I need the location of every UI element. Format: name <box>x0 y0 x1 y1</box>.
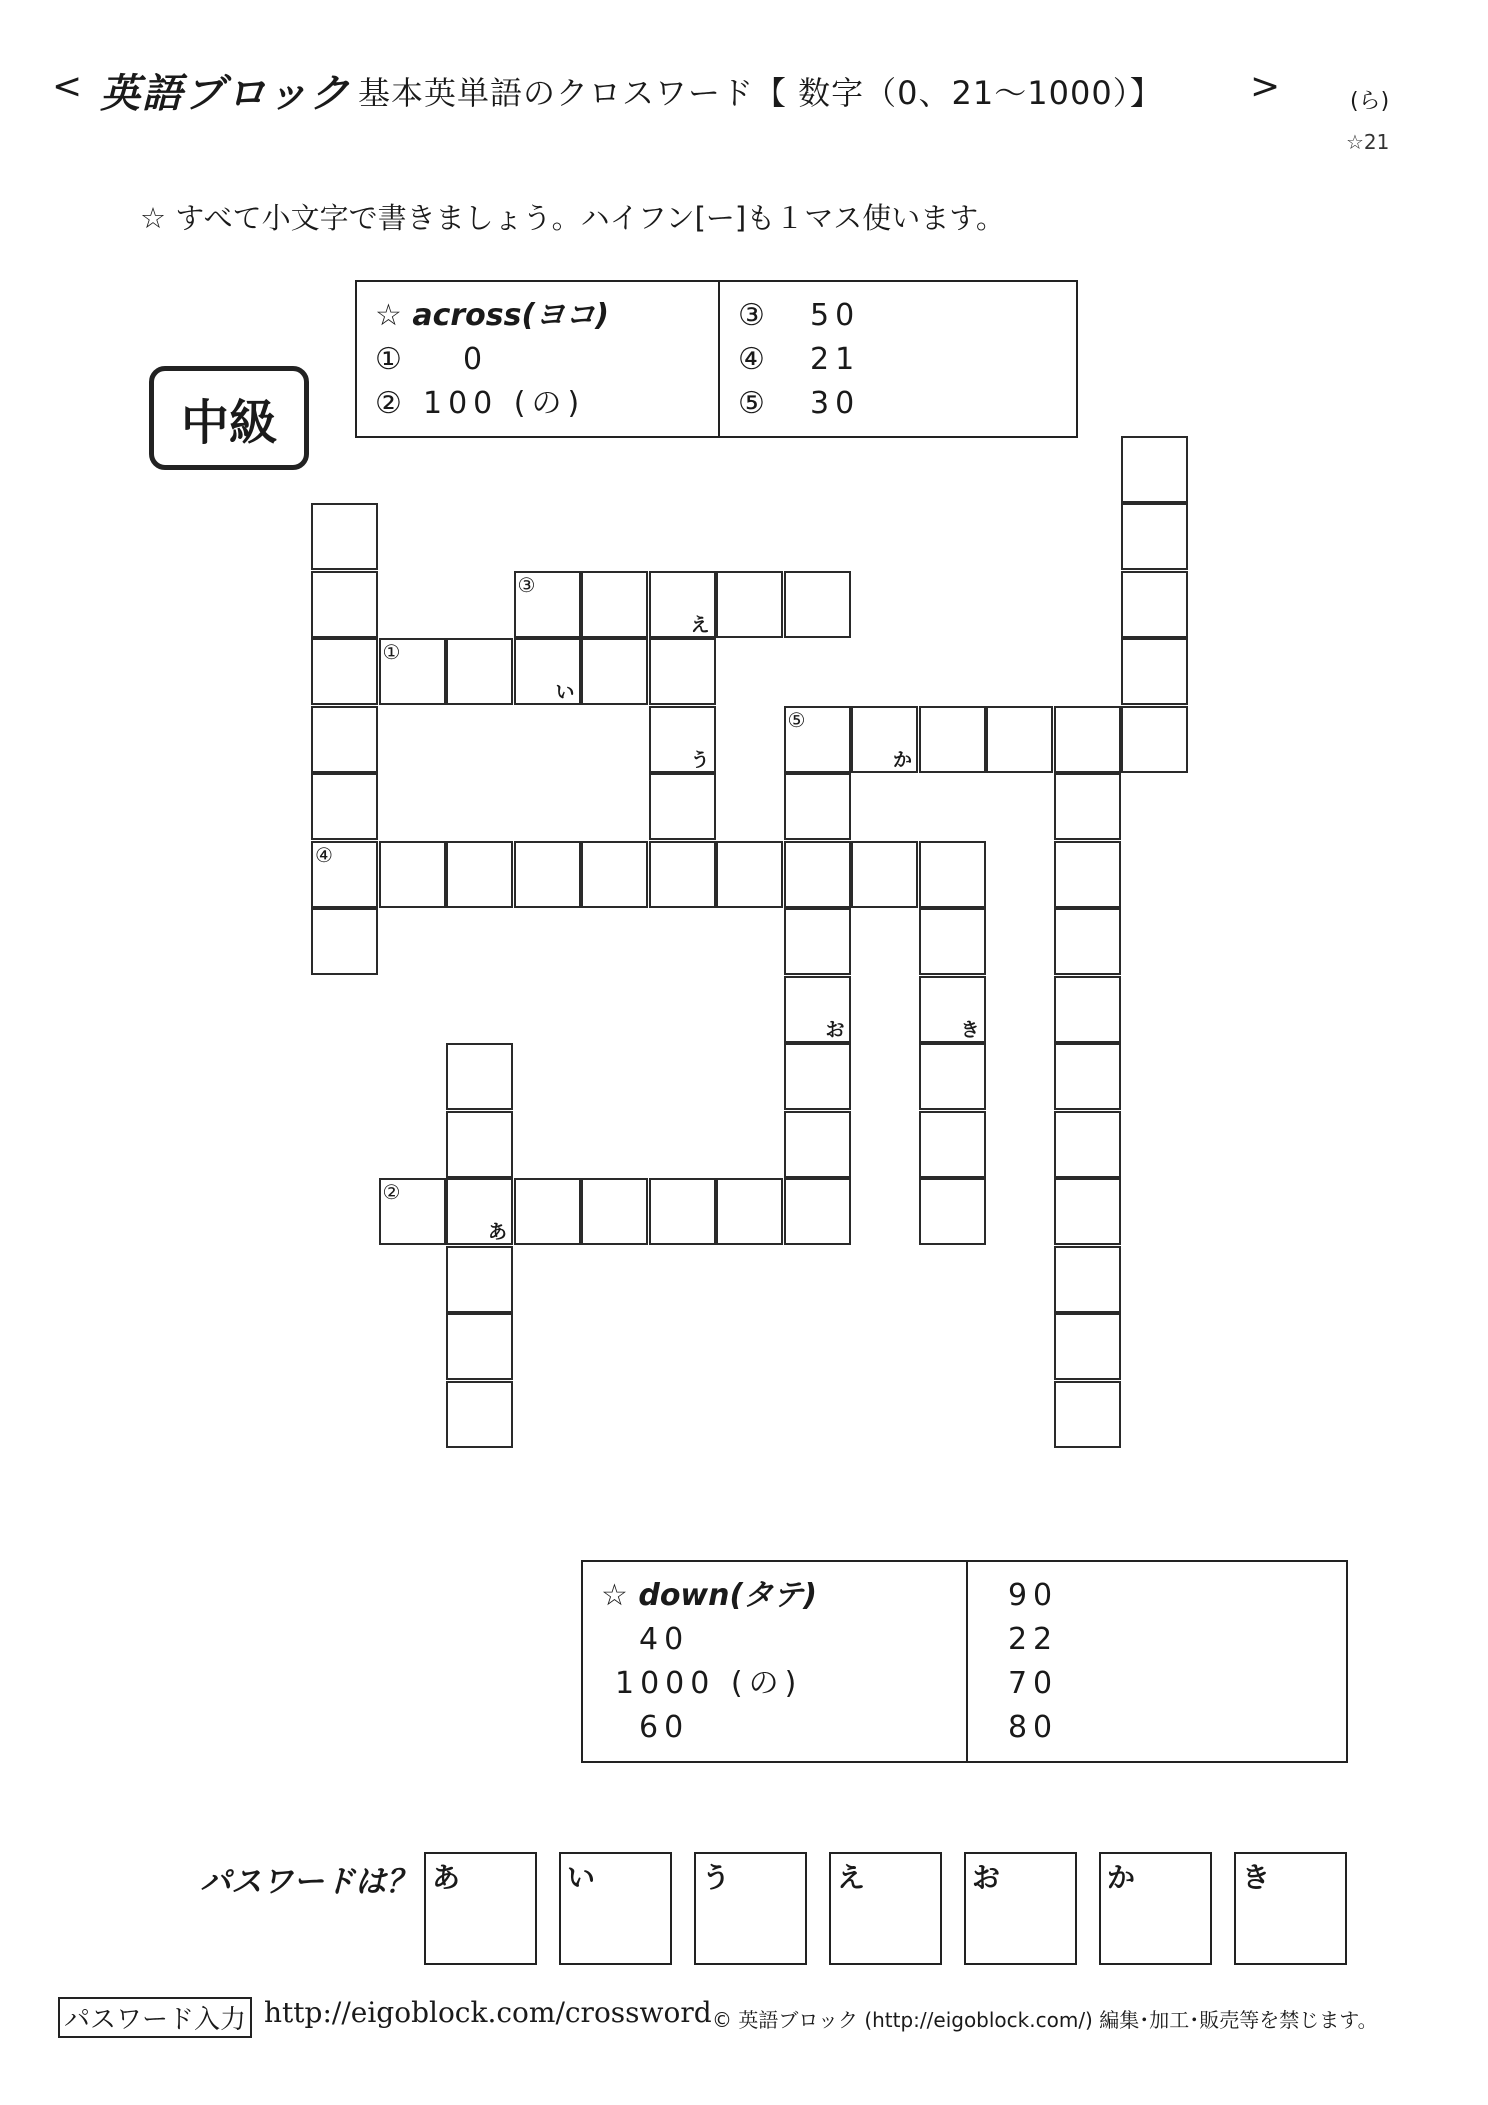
across-clue-3: ③ 50 <box>738 298 861 333</box>
password-box-o[interactable]: お <box>964 1852 1077 1965</box>
password-key-marker: お <box>825 1018 845 1041</box>
grid-cell[interactable] <box>784 976 851 1043</box>
clue-number: ⑤ <box>787 707 806 732</box>
grid-cell[interactable] <box>784 841 851 908</box>
across-clue-1: ① 0 <box>375 342 489 377</box>
password-box-i[interactable]: い <box>559 1852 672 1965</box>
across-clue-box <box>355 280 1078 438</box>
grid-cell[interactable] <box>311 706 378 773</box>
sheet-number: ☆21 <box>1346 130 1390 154</box>
grid-cell[interactable] <box>379 1178 446 1245</box>
grid-cell[interactable] <box>986 706 1053 773</box>
grid-cell[interactable] <box>649 706 716 773</box>
grid-cell[interactable] <box>446 1246 513 1313</box>
header-open-bracket: < <box>52 66 84 107</box>
grid-cell[interactable] <box>649 638 716 705</box>
grid-cell[interactable] <box>716 571 783 638</box>
down-heading: ☆ down(タテ) <box>601 1578 817 1613</box>
grid-cell[interactable] <box>784 571 851 638</box>
grid-cell[interactable] <box>1054 1313 1121 1380</box>
grid-cell[interactable] <box>1054 706 1121 773</box>
clue-number: ① <box>382 640 401 664</box>
down-clue-3: 60 <box>639 1710 690 1745</box>
grid-cell[interactable] <box>514 1178 581 1245</box>
down-clue-box <box>581 1560 1348 1763</box>
grid-cell[interactable] <box>446 1381 513 1448</box>
grid-cell[interactable] <box>1054 1381 1121 1448</box>
down-left-column <box>583 1562 966 1761</box>
grid-cell[interactable] <box>581 841 648 908</box>
copyright-text: © 英語ブロック (http://eigoblock.com/) 編集･加工･販売等を禁じます。 <box>712 2008 1378 2032</box>
grid-cell[interactable] <box>514 638 581 705</box>
down-clue-6: 70 <box>1007 1666 1059 1701</box>
across-right-column <box>718 282 1076 436</box>
password-box-ka[interactable]: か <box>1099 1852 1212 1965</box>
grid-cell[interactable] <box>311 908 378 975</box>
brand-logo: 英語ブロック <box>100 71 352 117</box>
grid-cell[interactable] <box>919 706 986 773</box>
grid-cell[interactable] <box>851 841 918 908</box>
grid-cell[interactable] <box>784 1111 851 1178</box>
grid-cell[interactable] <box>581 638 648 705</box>
page-title: 基本英単語のクロスワード【 数字（0、21～1000）】 <box>358 74 1163 112</box>
across-heading: ☆ across(ヨコ) <box>375 298 609 333</box>
down-clue-1: 40 <box>639 1622 690 1657</box>
clue-number: ④ <box>315 842 333 867</box>
grid-cell[interactable] <box>311 571 378 638</box>
down-clue-4: 90 <box>1007 1578 1059 1613</box>
password-box-a[interactable]: あ <box>424 1852 537 1965</box>
grid-cell[interactable] <box>1121 638 1188 705</box>
grid-cell[interactable] <box>919 908 986 975</box>
password-box-e[interactable]: え <box>829 1852 942 1965</box>
grid-cell[interactable] <box>649 841 716 908</box>
grid-cell[interactable] <box>311 638 378 705</box>
grid-cell[interactable] <box>919 1111 986 1178</box>
grid-cell[interactable] <box>716 841 783 908</box>
grid-cell[interactable] <box>919 841 986 908</box>
grid-cell[interactable] <box>311 773 378 840</box>
grid-cell[interactable] <box>1054 1043 1121 1110</box>
grid-cell[interactable] <box>1054 1246 1121 1313</box>
across-clue-2: ② 100 (の) <box>375 386 586 421</box>
down-clue-5: 22 <box>1007 1622 1059 1657</box>
grid-cell[interactable] <box>1054 841 1121 908</box>
password-box-u[interactable]: う <box>694 1852 807 1965</box>
grid-cell[interactable] <box>784 1043 851 1110</box>
grid-cell[interactable] <box>649 773 716 840</box>
grid-cell[interactable] <box>446 1313 513 1380</box>
grid-cell[interactable] <box>784 773 851 840</box>
grid-cell[interactable] <box>446 638 513 705</box>
password-key-marker: か <box>892 748 912 771</box>
grid-cell[interactable] <box>446 1111 513 1178</box>
instruction-text: ☆ すべて小文字で書きましょう。ハイフン[ー]も１マス使います。 <box>140 201 1005 235</box>
password-input-label[interactable]: パスワード入力 <box>58 1997 252 2038</box>
password-key-marker: え <box>690 613 710 636</box>
grid-cell[interactable] <box>919 1178 986 1245</box>
across-clue-5: ⑤ 30 <box>738 386 861 421</box>
grid-cell[interactable] <box>446 841 513 908</box>
grid-cell[interactable] <box>379 841 446 908</box>
grid-cell[interactable] <box>1121 571 1188 638</box>
grid-cell[interactable] <box>1054 773 1121 840</box>
grid-cell[interactable] <box>716 1178 783 1245</box>
grid-cell[interactable] <box>581 1178 648 1245</box>
password-box-ki[interactable]: き <box>1234 1852 1347 1965</box>
grid-cell[interactable] <box>784 706 851 773</box>
header-close-bracket: > <box>1250 66 1282 107</box>
across-clue-4: ④ 21 <box>738 342 861 377</box>
grid-cell[interactable] <box>649 571 716 638</box>
grid-cell[interactable] <box>1121 436 1188 503</box>
grid-cell[interactable] <box>1054 908 1121 975</box>
down-clue-7: 80 <box>1007 1710 1059 1745</box>
grid-cell[interactable] <box>784 1178 851 1245</box>
grid-cell[interactable] <box>311 503 378 570</box>
password-key-marker: い <box>555 681 575 703</box>
grid-cell[interactable] <box>1121 706 1188 773</box>
level-badge: 中級 <box>149 366 309 470</box>
down-clue-2: 1000 (の) <box>615 1666 803 1701</box>
grid-cell[interactable] <box>784 908 851 975</box>
down-right-column <box>966 1562 1346 1761</box>
password-key-marker: う <box>690 748 710 771</box>
password-key-marker: あ <box>487 1221 507 1243</box>
grid-cell[interactable] <box>1054 976 1121 1043</box>
crossword-url-link[interactable]: http://eigoblock.com/crossword <box>264 1996 712 2029</box>
password-key-marker: き <box>960 1018 980 1041</box>
across-left-column <box>357 282 718 436</box>
grid-cell[interactable] <box>446 1043 513 1110</box>
grid-cell[interactable] <box>514 841 581 908</box>
grid-cell[interactable] <box>919 976 986 1043</box>
grid-cell[interactable] <box>514 571 581 638</box>
grid-cell[interactable] <box>581 571 648 638</box>
mascot-icon: (ら) <box>1350 89 1390 114</box>
clue-number: ③ <box>517 572 536 597</box>
grid-cell[interactable] <box>379 638 446 705</box>
grid-cell[interactable] <box>1054 1178 1121 1245</box>
grid-cell[interactable] <box>1121 503 1188 570</box>
grid-cell[interactable] <box>446 1178 513 1245</box>
password-label: パスワードは？ <box>200 1864 417 1900</box>
grid-cell[interactable] <box>919 1043 986 1110</box>
grid-cell[interactable] <box>851 706 918 773</box>
grid-cell[interactable] <box>649 1178 716 1245</box>
grid-cell[interactable] <box>1054 1111 1121 1178</box>
clue-number: ② <box>382 1180 401 1204</box>
grid-cell[interactable] <box>311 841 378 908</box>
